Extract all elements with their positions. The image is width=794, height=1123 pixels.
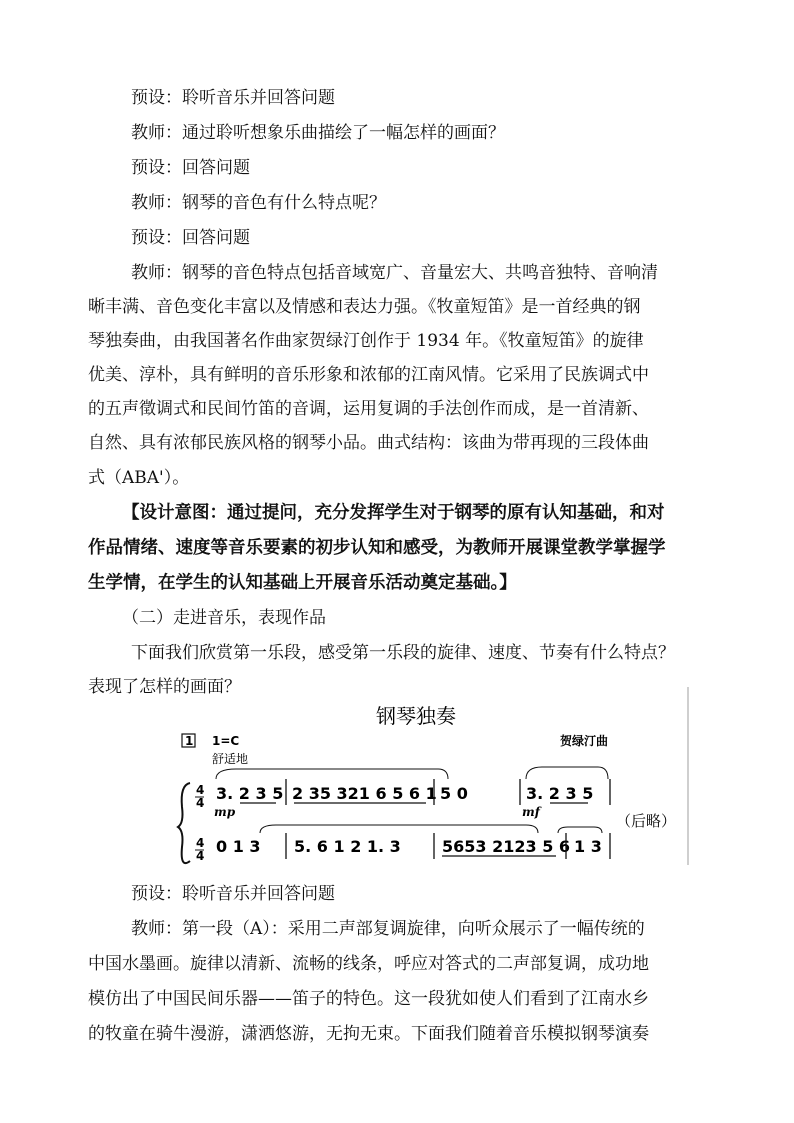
- paragraph-line: 自然、具有浓郁民族风格的钢琴小品。曲式结构：该曲为带再现的三段体曲: [88, 433, 649, 453]
- design-intent-line: 作品情绪、速度等音乐要素的初步认知和感受，为教师开展课堂教学掌握学: [88, 538, 666, 558]
- paragraph-line: 的五声徵调式和民间竹笛的音调，运用复调的手法创作而成，是一首清新、: [88, 399, 649, 419]
- omitted-note: （后略）: [616, 812, 677, 830]
- dynamic-mp: mp: [214, 805, 236, 819]
- upper-measure-2: 2 35 321 6 5 6 1: [292, 784, 437, 803]
- system-brace: [178, 783, 190, 863]
- time-sig-bottom-upper: 4: [196, 796, 205, 810]
- paragraph-line: 的牧童在骑牛漫游，潇洒悠游，无拘无束。下面我们随着音乐模拟钢琴演奏: [88, 1024, 649, 1044]
- line-preset-answer-2: 预设：回答问题: [131, 228, 250, 248]
- lower-measure-4: 1 3: [574, 837, 602, 856]
- design-intent-line: 生学情，在学生的认知基础上开展音乐活动奠定基础。】: [88, 573, 517, 593]
- paragraph-line: 优美、淳朴，具有鲜明的音乐形象和浓郁的江南风情。它采用了民族调式中: [88, 365, 649, 385]
- score-title: 钢琴独奏: [376, 704, 456, 728]
- section-heading: （二）走进音乐，表现作品: [122, 608, 326, 628]
- lower-measure-1: 0 1 3: [216, 837, 261, 856]
- dynamic-mf: mf: [522, 805, 540, 819]
- time-sig-bottom-lower: 4: [196, 849, 205, 863]
- section-number: 1: [185, 734, 194, 748]
- line-preset-listen-2: 预设：聆听音乐并回答问题: [131, 884, 335, 904]
- paragraph-line: 表现了怎样的画面？: [88, 677, 241, 697]
- paragraph-line: 模仿出了中国民间乐器——笛子的特色。这一段犹如使人们看到了江南水乡: [88, 989, 649, 1009]
- key-signature: 1=C: [212, 734, 240, 748]
- slur-lower-2: [558, 827, 602, 833]
- upper-measure-1: 3. 2 3 5: [216, 784, 284, 803]
- upper-measure-4: 3. 2 3 5: [526, 784, 594, 803]
- paragraph-line: 教师：第一段（A）：采用二声部复调旋律，向听众展示了一幅传统的: [131, 919, 645, 939]
- line-preset-answer: 预设：回答问题: [131, 158, 250, 178]
- time-sig-top-lower: 4: [196, 836, 205, 850]
- time-sig-top-upper: 4: [196, 783, 205, 797]
- score-excerpt: [176, 687, 694, 865]
- composer: 贺绿汀曲: [560, 734, 609, 748]
- line-preset-listen: 预设：聆听音乐并回答问题: [131, 88, 335, 108]
- slur-upper-1: [216, 769, 448, 779]
- design-intent-line: 【设计意图：通过提问，充分发挥学生对于钢琴的原有认知基础，和对: [122, 503, 665, 523]
- slur-lower-1: [260, 825, 538, 833]
- paragraph-line: 下面我们欣赏第一乐段，感受第一乐段的旋律、速度、节奏有什么特点？: [131, 643, 675, 663]
- paragraph-line: 中国水墨画。旋律以清新、流畅的线条，呼应对答式的二声部复调，成功地: [88, 954, 649, 974]
- paragraph-line: 式（ABA'）。: [88, 468, 190, 488]
- lower-measure-3: 5653 2123 5 6: [442, 837, 571, 856]
- lower-measure-2: 5. 6 1 2 1. 3: [294, 837, 401, 856]
- paragraph-line: 教师：钢琴的音色特点包括音域宽广、音量宏大、共鸣音独特、音响清: [131, 263, 658, 283]
- slur-upper-2: [526, 767, 608, 779]
- score-svg: [176, 687, 694, 865]
- tempo-marking: 舒适地: [212, 752, 249, 766]
- upper-measure-3: 5 0: [440, 784, 468, 803]
- paragraph-line: 晰丰满、音色变化丰富以及情感和表达力强。《牧童短笛》是一首经典的钢: [88, 297, 641, 317]
- paragraph-line: 琴独奏曲，由我国著名作曲家贺绿汀创作于 1934 年。《牧童短笛》的旋律: [88, 331, 644, 351]
- line-teacher-question-timbre: 教师：钢琴的音色有什么特点呢？: [131, 193, 386, 213]
- line-teacher-question-picture: 教师：通过聆听想象乐曲描绘了一幅怎样的画面？: [131, 123, 505, 143]
